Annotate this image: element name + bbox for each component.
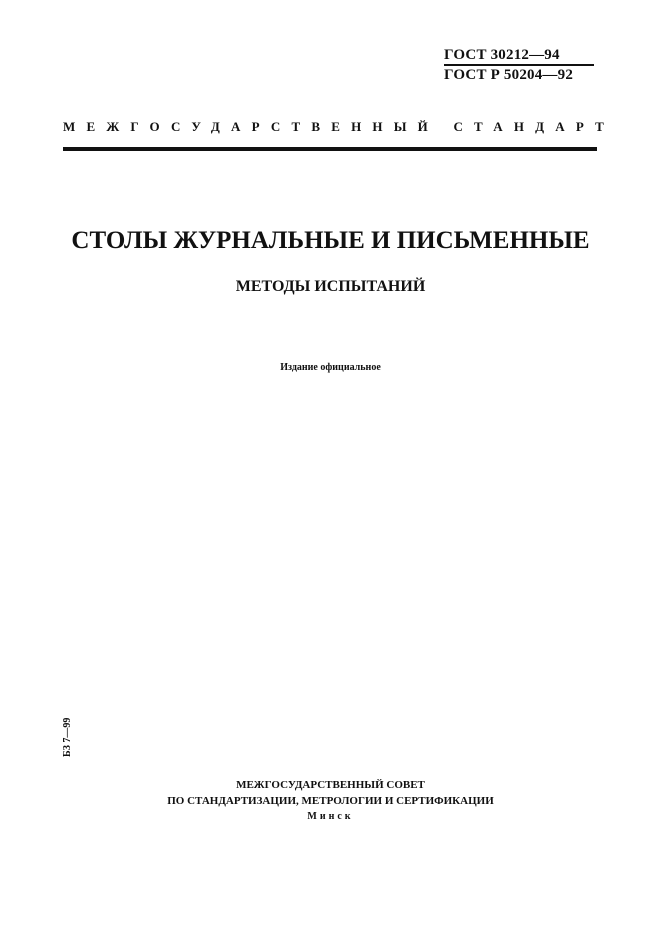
publisher-line-2: ПО СТАНДАРТИЗАЦИИ, МЕТРОЛОГИИ И СЕРТИФИКАЦИИ [167,795,494,807]
document-title: СТОЛЫ ЖУРНАЛЬНЫЕ И ПИСЬМЕННЫЕ [71,227,590,254]
publisher-block [0,777,661,825]
gost-code-secondary: ГОСТ Р 50204—92 [444,67,574,83]
edition-note: Издание официальное [280,362,381,373]
publisher-city: Минск [307,811,354,822]
side-catalog-code: БЗ 7—99 [62,717,73,757]
document-subtitle: МЕТОДЫ ИСПЫТАНИЙ [235,278,426,295]
publisher-line-1: МЕЖГОСУДАРСТВЕННЫЙ СОВЕТ [236,779,425,791]
document-codes [444,47,594,84]
gost-code-primary: ГОСТ 30212—94 [444,47,594,66]
standard-type-heading: МЕЖГОСУДАРСТВЕННЫЙ СТАНДАРТ [63,119,616,134]
header-divider [63,147,597,151]
